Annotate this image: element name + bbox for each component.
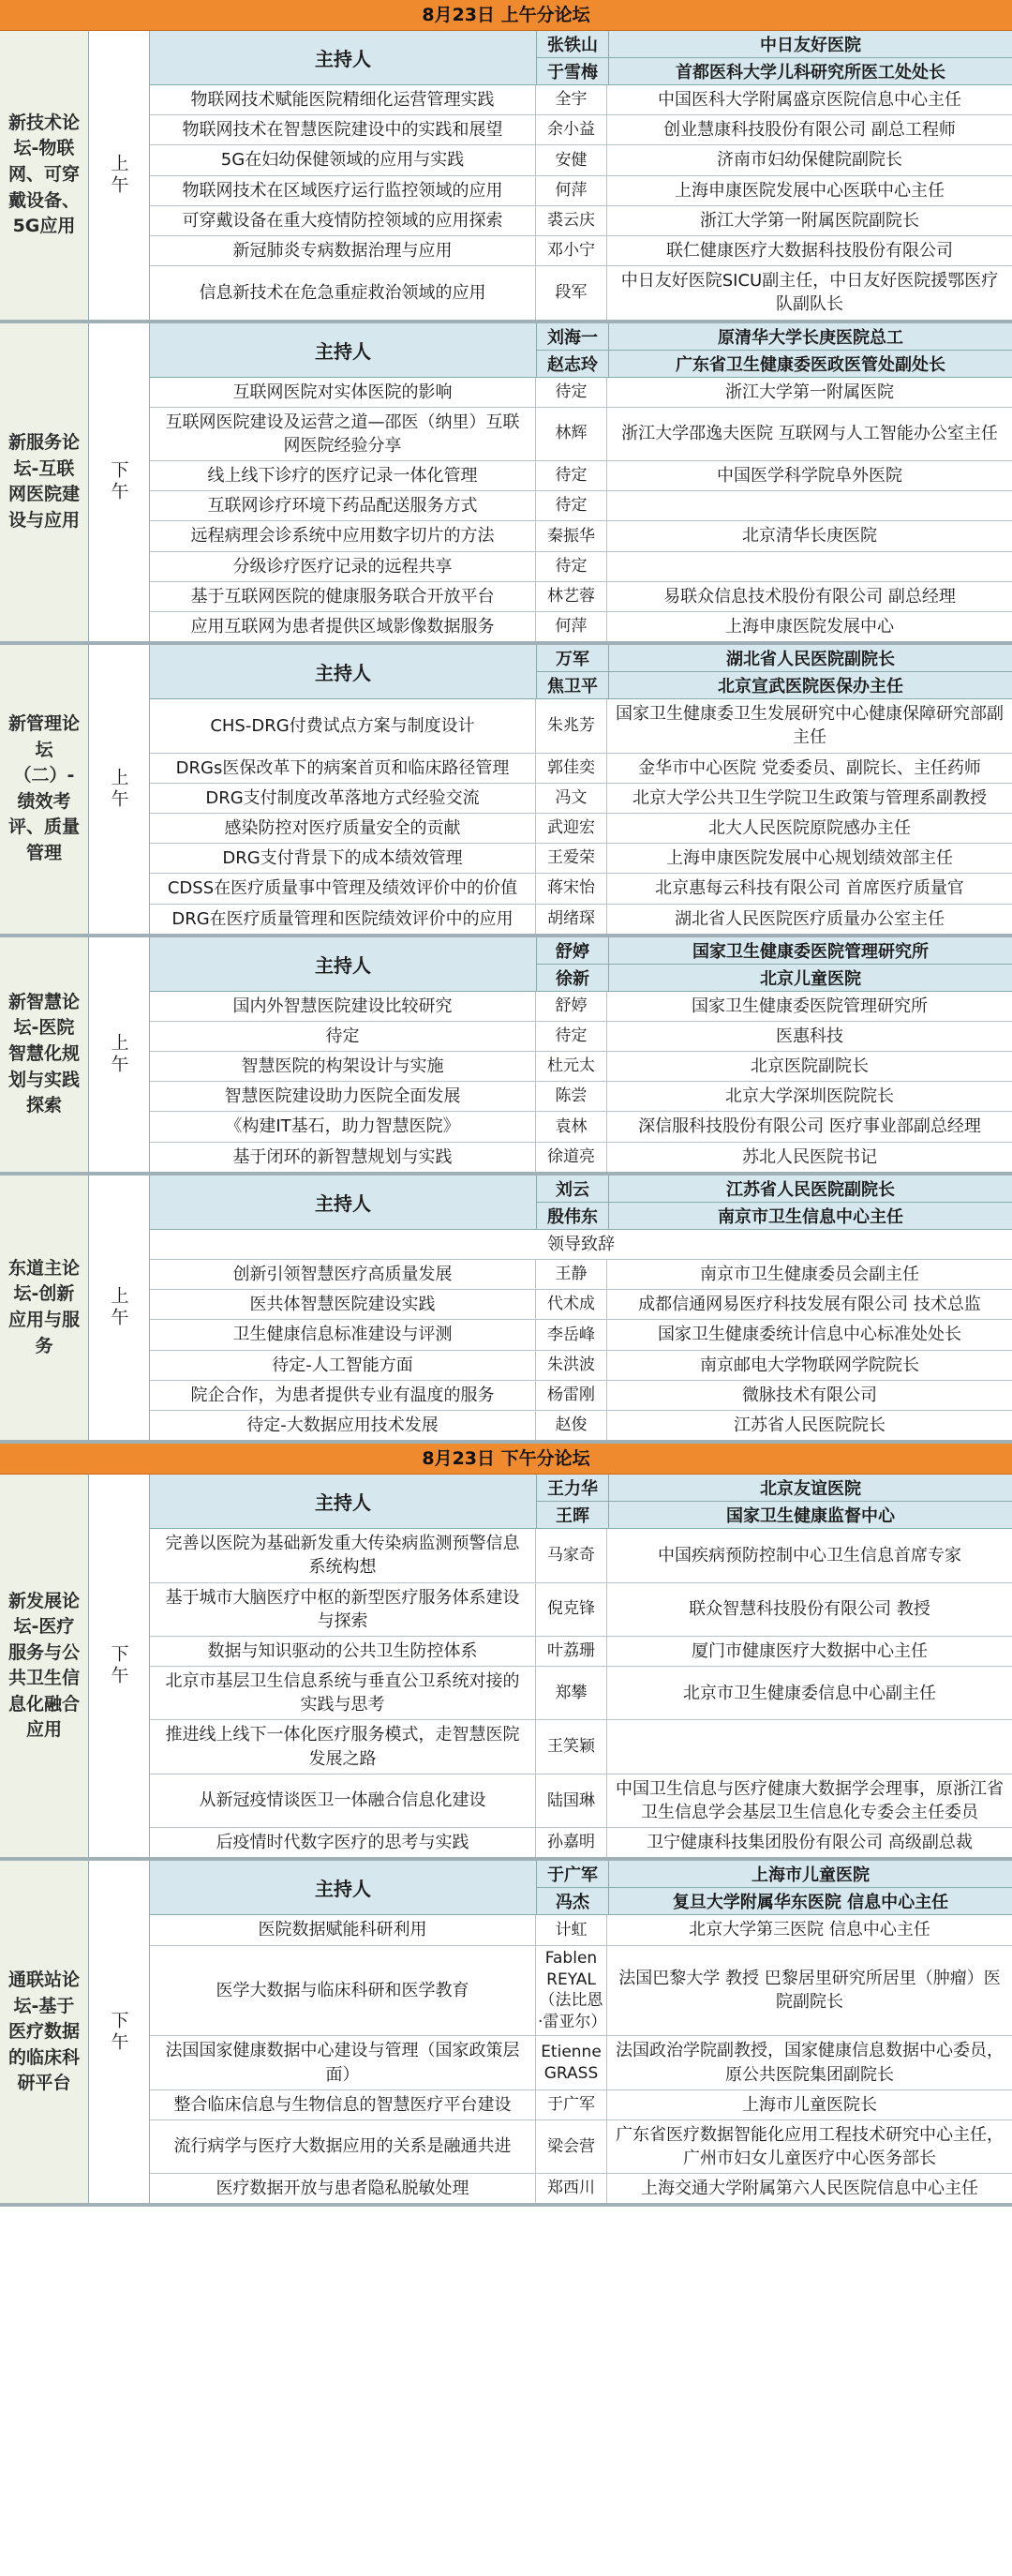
- forum-time: 上午: [88, 1176, 150, 1440]
- talk-topic: 待定: [150, 1022, 536, 1051]
- host-org: 北京宣武医院医保办主任: [718, 677, 903, 697]
- host-org: 北京友谊医院: [760, 1479, 861, 1500]
- talk-row: [150, 814, 1012, 844]
- forum-block: [0, 645, 1012, 937]
- talk-row: [150, 1320, 1012, 1350]
- talk-affiliation: 浙江大学第一附属医院: [725, 382, 894, 402]
- forum-time: 上午: [88, 645, 150, 934]
- talk-speaker: 安健: [536, 145, 607, 174]
- talk-row: [150, 1022, 1012, 1052]
- talk-row: [150, 176, 1012, 206]
- talk-speaker: 冯文: [536, 784, 607, 813]
- forum-title: 东道主论坛-创新应用与服务: [0, 1176, 88, 1440]
- talk-topic: 感染防控对医疗质量安全的贡献: [150, 814, 536, 843]
- talk-affiliation: 国家卫生健康委医院管理研究所: [692, 996, 928, 1016]
- talk-row: [150, 1290, 1012, 1320]
- talk-row: [150, 992, 1012, 1022]
- host-name: 赵志玲: [537, 351, 609, 377]
- host-org: 中日友好医院: [760, 36, 861, 55]
- talk-topic: 可穿戴设备在重大疫情防控领域的应用探索: [150, 206, 536, 235]
- talk-speaker: Fablen REYAL（法比恩·雷亚尔）: [536, 1946, 607, 2036]
- talk-affiliation: 北京市卫生健康委信息中心副主任: [683, 1683, 936, 1703]
- talk-topic: 基于互联网医院的健康服务联合开放平台: [150, 582, 536, 611]
- talk-affiliation: 南京市卫生健康委员会副主任: [700, 1265, 919, 1284]
- talk-row: [150, 1583, 1012, 1637]
- host-name: 刘海一: [537, 323, 609, 350]
- talk-row: [150, 1381, 1012, 1411]
- talk-topic: 智慧医院建设助力医院全面发展: [150, 1082, 536, 1111]
- talk-row: [150, 754, 1012, 784]
- host-name: 万军: [537, 645, 609, 671]
- talk-affiliation: 浙江大学邵逸夫医院 互联网与人工智能办公室主任: [621, 424, 998, 444]
- talk-speaker: 待定: [536, 552, 607, 581]
- forum-block: [0, 1861, 1012, 2207]
- talk-speaker: 叶荔珊: [536, 1637, 607, 1666]
- host-name: 刘云: [537, 1176, 609, 1202]
- talk-affiliation: 卫宁健康科技集团股份有限公司 高级副总裁: [647, 1833, 973, 1853]
- talk-affiliation: 北京大学公共卫生学院卫生政策与管理系副教授: [632, 787, 987, 808]
- talk-speaker: 计虹: [536, 1915, 607, 1944]
- talk-topic: 物联网技术赋能医院精细化运营管理实践: [150, 85, 536, 114]
- host-label: 主持人: [150, 1861, 537, 1914]
- talk-affiliation: 医惠科技: [776, 1026, 843, 1046]
- talk-row: [150, 378, 1012, 408]
- forum-block: [0, 937, 1012, 1176]
- talk-speaker: Etienne GRASS: [536, 2036, 607, 2089]
- talk-topic: 线上线下诊疗的医疗记录一体化管理: [150, 461, 536, 490]
- talk-affiliation: 湖北省人民医院医疗质量办公室主任: [675, 908, 945, 929]
- talk-speaker: 舒婷: [536, 992, 607, 1021]
- forum-block: [0, 31, 1012, 323]
- talk-row: [150, 2174, 1012, 2203]
- talk-affiliation: 微脉技术有限公司: [742, 1385, 877, 1405]
- host-block: [150, 645, 1012, 699]
- forum-block: [0, 1176, 1012, 1444]
- host-list: [537, 1475, 1012, 1528]
- talk-topic: CHS-DRG付费试点方案与制度设计: [150, 699, 536, 752]
- talk-row: [150, 699, 1012, 753]
- talk-topic: 待定-大数据应用技术发展: [150, 1411, 536, 1440]
- talk-speaker: 胡绪琛: [536, 905, 607, 934]
- host-name: 王力华: [537, 1475, 609, 1501]
- talk-topic: 待定-人工智能方面: [150, 1351, 536, 1380]
- talk-speaker: 王笑颖: [536, 1720, 607, 1773]
- host-row: [537, 1475, 1012, 1502]
- talk-speaker: 孙嘉明: [536, 1828, 607, 1857]
- talk-speaker: 待定: [536, 491, 607, 520]
- talk-row: [150, 1915, 1012, 1945]
- host-name: 殷伟东: [537, 1203, 609, 1229]
- forum-body: [150, 645, 1012, 934]
- talk-topic: 领导致辞: [547, 1234, 615, 1254]
- host-list: [537, 31, 1012, 84]
- talk-affiliation: 上海市儿童医院长: [742, 2094, 877, 2115]
- forum-time: 下午: [88, 1861, 150, 2203]
- talk-topic: 应用互联网为患者提供区域影像数据服务: [150, 612, 536, 641]
- talk-speaker: 林艺蓉: [536, 582, 607, 611]
- talk-affiliation: [607, 1720, 1012, 1773]
- talk-topic: 院企合作，为患者提供专业有温度的服务: [150, 1381, 536, 1410]
- forum-title: 新服务论坛-互联网医院建设与应用: [0, 323, 88, 642]
- talk-topic: 医学大数据与临床科研和医学教育: [150, 1946, 536, 2036]
- talk-affiliation: 厦门市健康医疗大数据中心主任: [692, 1640, 928, 1661]
- talk-affiliation: 联众智慧科技股份有限公司 教授: [689, 1599, 930, 1620]
- talk-row: [150, 236, 1012, 266]
- talk-row: [150, 206, 1012, 236]
- forum-title: 通联站论坛-基于医疗数据的临床科研平台: [0, 1861, 88, 2203]
- host-row: [537, 965, 1012, 991]
- talk-topic: DRG在医疗质量管理和医院绩效评价中的应用: [150, 905, 536, 934]
- talk-affiliation: 深信服科技股份有限公司 医疗事业部副总经理: [638, 1116, 981, 1137]
- talk-topic: 后疫情时代数字医疗的思考与实践: [150, 1828, 536, 1857]
- talk-affiliation: 易联众信息技术股份有限公司 副总经理: [663, 586, 956, 607]
- talk-speaker: 武迎宏: [536, 814, 607, 843]
- talk-affiliation: 中国医学科学院阜外医院: [717, 466, 902, 487]
- talk-topic: 5G在妇幼保健领域的应用与实践: [150, 145, 536, 174]
- forum-body: [150, 1861, 1012, 2203]
- talk-topic: 医共体智慧医院建设实践: [150, 1290, 536, 1319]
- forum-body: [150, 323, 1012, 642]
- forum-body: [150, 1176, 1012, 1440]
- talk-speaker: 蒋宋怡: [536, 874, 607, 903]
- talk-topic: 法国国家健康数据中心建设与管理（国家政策层面）: [150, 2036, 536, 2089]
- forum-body: [150, 31, 1012, 320]
- talk-topic: 推进线上线下一体化医疗服务模式，走智慧医院发展之路: [150, 1720, 536, 1773]
- talk-affiliation: 中国医科大学附属盛京医院信息中心主任: [658, 90, 961, 110]
- talk-speaker: 待定: [536, 1022, 607, 1051]
- talk-affiliation: 北京大学第三医院 信息中心主任: [689, 1920, 930, 1940]
- host-row: [537, 351, 1012, 377]
- talk-row: [150, 145, 1012, 175]
- talk-row: [150, 1529, 1012, 1582]
- talk-topic: 数据与知识驱动的公共卫生防控体系: [150, 1637, 536, 1666]
- host-list: [537, 1861, 1012, 1914]
- talk-topic: 北京市基层卫生信息系统与垂直公卫系统对接的实践与思考: [150, 1667, 536, 1719]
- talk-speaker: 朱洪波: [536, 1351, 607, 1380]
- host-row: [537, 672, 1012, 698]
- talk-speaker: 马家奇: [536, 1529, 607, 1581]
- talk-row: [150, 1351, 1012, 1381]
- forum-title: 新管理论坛（二）-绩效考评、质量管理: [0, 645, 88, 934]
- host-block: [150, 937, 1012, 992]
- talk-row: [150, 1052, 1012, 1082]
- host-org: 江苏省人民医院副院长: [726, 1179, 895, 1200]
- talk-affiliation: 国家卫生健康委卫生发展研究中心健康保障研究部副主任: [616, 704, 1004, 748]
- talk-row: [150, 85, 1012, 115]
- forum-title: 新发展论坛-医疗服务与公共卫生信息化融合应用: [0, 1475, 88, 1857]
- talk-topic: 完善以医院为基础新发重大传染病监测预警信息系统构想: [150, 1529, 536, 1581]
- talk-topic: 基于城市大脑医疗中枢的新型医疗服务体系建设与探索: [150, 1583, 536, 1636]
- host-list: [537, 1176, 1012, 1229]
- talk-topic: 卫生健康信息标准建设与评测: [150, 1320, 536, 1349]
- talk-row: [150, 115, 1012, 145]
- talk-row: [150, 1775, 1012, 1828]
- host-row: [537, 1203, 1012, 1229]
- host-name: 舒婷: [537, 937, 609, 964]
- forum-title: 新技术论坛-物联网、可穿戴设备、5G应用: [0, 31, 88, 320]
- talk-speaker: 秦振华: [536, 521, 607, 550]
- host-org: 国家卫生健康委医院管理研究所: [692, 941, 929, 962]
- host-block: [150, 323, 1012, 378]
- host-list: [537, 645, 1012, 698]
- host-org: 首都医科大学儿科研究所医工处处长: [676, 63, 945, 82]
- talk-speaker: 杨雷刚: [536, 1381, 607, 1410]
- talk-topic: 医院数据赋能科研利用: [150, 1915, 536, 1944]
- talk-affiliation: 济南市妇幼保健院副院长: [717, 150, 902, 171]
- talk-speaker: 杜元太: [536, 1052, 607, 1081]
- talk-topic: 基于闭环的新智慧规划与实践: [150, 1143, 536, 1172]
- host-block: [150, 31, 1012, 85]
- talk-topic: 流行病学与医疗大数据应用的关系是融通共进: [150, 2120, 536, 2173]
- forum-time: 下午: [88, 1475, 150, 1857]
- forum-body: [150, 1475, 1012, 1857]
- talk-affiliation: 上海申康医院发展中心规划绩效部主任: [666, 848, 953, 869]
- host-org: 国家卫生健康监督中心: [726, 1506, 895, 1527]
- talk-speaker: 徐道亮: [536, 1143, 607, 1172]
- talk-row: [150, 1637, 1012, 1667]
- host-name: 冯杰: [537, 1888, 609, 1914]
- talk-topic: 从新冠疫情谈医卫一体融合信息化建设: [150, 1775, 536, 1827]
- talk-row: [150, 1143, 1012, 1172]
- talk-affiliation: 上海申康医院发展中心: [725, 617, 894, 637]
- host-list: [537, 323, 1012, 377]
- talk-speaker: 王静: [536, 1260, 607, 1289]
- talk-affiliation: 金华市中心医院 党委委员、副院长、主任药师: [638, 757, 981, 778]
- talk-row: [150, 874, 1012, 904]
- talk-row: [150, 1230, 1012, 1260]
- talk-affiliation: 中日友好医院SICU副主任，中日友好医院援鄂医疗队副队长: [620, 271, 999, 315]
- talk-affiliation: 法国政治学院副教授，国家健康信息数据中心委员，原公共医院集团副院长: [616, 2041, 1004, 2085]
- talk-affiliation: 国家卫生健康委统计信息中心标准处处长: [658, 1325, 961, 1345]
- talk-row: [150, 905, 1012, 934]
- talk-row: [150, 844, 1012, 874]
- talk-affiliation: 成都信通网易医疗科技发展有限公司 技术总监: [638, 1295, 981, 1315]
- talk-affiliation: 广东省医疗数据智能化应用工程技术研究中心主任，广州市妇女儿童医疗中心医务部长: [616, 2124, 1004, 2169]
- host-label: 主持人: [150, 323, 537, 377]
- talk-topic: 互联网医院对实体医院的影响: [150, 378, 536, 407]
- talk-row: [150, 408, 1012, 461]
- talk-topic: 分级诊疗医疗记录的远程共享: [150, 552, 536, 581]
- talk-affiliation: 北京大学深圳医院院长: [725, 1086, 894, 1107]
- talk-row: [150, 612, 1012, 641]
- host-block: [150, 1176, 1012, 1230]
- talk-topic: 国内外智慧医院建设比较研究: [150, 992, 536, 1021]
- talk-speaker: 代术成: [536, 1290, 607, 1319]
- forum-time: 上午: [88, 31, 150, 320]
- host-name: 张铁山: [537, 31, 609, 57]
- talk-row: [150, 2090, 1012, 2120]
- talk-topic: DRGs医保改革下的病案首页和临床路径管理: [150, 754, 536, 783]
- talk-row: [150, 582, 1012, 612]
- talk-speaker: 余小益: [536, 115, 607, 144]
- talk-speaker: 郑攀: [536, 1667, 607, 1719]
- talk-row: [150, 1946, 1012, 2037]
- talk-topic: DRG支付制度改革落地方式经验交流: [150, 784, 536, 813]
- talk-topic: 创新引领智慧医疗高质量发展: [150, 1260, 536, 1289]
- forum-title: 新智慧论坛-医院智慧化规划与实践探索: [0, 937, 88, 1172]
- talk-topic: 互联网诊疗环境下药品配送服务方式: [150, 491, 536, 520]
- talk-row: [150, 1260, 1012, 1290]
- talk-affiliation: [607, 552, 1012, 581]
- talk-affiliation: 江苏省人民医院院长: [734, 1415, 886, 1435]
- host-row: [537, 1176, 1012, 1203]
- talk-speaker: 全宇: [536, 85, 607, 114]
- talk-speaker: 赵俊: [536, 1411, 607, 1440]
- talk-affiliation: [607, 491, 1012, 520]
- host-org: 北京儿童医院: [760, 968, 861, 989]
- host-row: [537, 645, 1012, 672]
- talk-row: [150, 784, 1012, 814]
- talk-affiliation: 苏北人民医院书记: [742, 1146, 877, 1167]
- session-header: 8月23日 上午分论坛: [0, 0, 1012, 31]
- talk-speaker: 待定: [536, 378, 607, 407]
- talk-row: [150, 1667, 1012, 1720]
- talk-affiliation: 北京清华长庚医院: [742, 526, 877, 547]
- talk-affiliation: 浙江大学第一附属医院副院长: [700, 210, 919, 231]
- host-row: [537, 31, 1012, 58]
- talk-topic: 物联网技术在智慧医院建设中的实践和展望: [150, 115, 536, 144]
- talk-affiliation: 联仁健康医疗大数据科技股份有限公司: [666, 240, 953, 261]
- talk-speaker: 林辉: [536, 408, 607, 460]
- talk-row: [150, 1828, 1012, 1857]
- talk-row: [150, 521, 1012, 551]
- talk-row: [150, 1082, 1012, 1112]
- talk-row: [150, 552, 1012, 582]
- host-label: 主持人: [150, 1176, 537, 1229]
- host-name: 王晖: [537, 1502, 609, 1528]
- host-row: [537, 1861, 1012, 1888]
- talk-speaker: 李岳峰: [536, 1320, 607, 1349]
- talk-affiliation: 中国卫生信息与医疗健康大数据学会理事，原浙江省卫生信息学会基层卫生信息化专委会主任委员: [616, 1778, 1004, 1822]
- host-label: 主持人: [150, 31, 537, 84]
- talk-speaker: 王爱荣: [536, 844, 607, 873]
- talk-topic: 信息新技术在危急重症救治领域的应用: [150, 266, 536, 319]
- talk-topic: 智慧医院的构架设计与实施: [150, 1052, 536, 1081]
- host-row: [537, 937, 1012, 965]
- talk-speaker: 何萍: [536, 612, 607, 641]
- talk-row: [150, 2036, 1012, 2089]
- talk-speaker: 梁会营: [536, 2120, 607, 2173]
- talk-affiliation: 南京邮电大学物联网学院院长: [700, 1355, 919, 1375]
- talk-topic: 新冠肺炎专病数据治理与应用: [150, 236, 536, 265]
- talk-affiliation: 法国巴黎大学 教授 巴黎居里研究所居里（肿瘤）医院副院长: [618, 1969, 1001, 2013]
- host-row: [537, 1888, 1012, 1914]
- host-label: 主持人: [150, 645, 537, 698]
- host-name: 徐新: [537, 965, 609, 991]
- talk-row: [150, 1112, 1012, 1142]
- talk-topic: CDSS在医疗质量事中管理及绩效评价中的价值: [150, 874, 536, 903]
- talk-topic: 物联网技术在区域医疗运行监控领域的应用: [150, 176, 536, 205]
- talk-affiliation: 中国疾病预防控制中心卫生信息首席专家: [658, 1545, 961, 1565]
- talk-speaker: 于广军: [536, 2090, 607, 2119]
- talk-row: [150, 1720, 1012, 1774]
- talk-speaker: 倪克锋: [536, 1583, 607, 1636]
- talk-affiliation: 北京医院副院长: [751, 1056, 869, 1077]
- talk-row: [150, 1411, 1012, 1440]
- host-row: [537, 58, 1012, 84]
- host-org: 原清华大学长庚医院总工: [718, 327, 903, 348]
- forum-time: 上午: [88, 937, 150, 1172]
- talk-speaker: 何萍: [536, 176, 607, 205]
- host-row: [537, 323, 1012, 351]
- talk-topic: 整合临床信息与生物信息的智慧医疗平台建设: [150, 2090, 536, 2119]
- talk-row: [150, 2120, 1012, 2174]
- host-row: [537, 1502, 1012, 1528]
- talk-speaker: 陈尝: [536, 1082, 607, 1111]
- host-name: 于广军: [537, 1861, 609, 1887]
- host-org: 复旦大学附属华东医院 信息中心主任: [672, 1893, 949, 1913]
- host-org: 南京市卫生信息中心主任: [718, 1206, 903, 1227]
- talk-topic: 远程病理会诊系统中应用数字切片的方法: [150, 521, 536, 550]
- talk-affiliation: 北京惠每云科技有限公司 首席医疗质量官: [655, 878, 964, 899]
- talk-affiliation: 创业慧康科技股份有限公司 副总工程师: [663, 120, 956, 141]
- talk-row: [150, 461, 1012, 491]
- talk-affiliation: 北大人民医院原院感办主任: [708, 817, 911, 838]
- talk-topic: 医疗数据开放与患者隐私脱敏处理: [150, 2174, 536, 2203]
- talk-row: [150, 266, 1012, 319]
- talk-speaker: 郑西川: [536, 2174, 607, 2203]
- host-label: 主持人: [150, 1475, 537, 1528]
- host-org: 广东省卫生健康委医政医管处副处长: [676, 354, 945, 375]
- talk-topic: 《构建IT基石，助力智慧医院》: [150, 1112, 536, 1141]
- talk-speaker: 郭佳奕: [536, 754, 607, 783]
- host-label: 主持人: [150, 937, 537, 991]
- talk-speaker: 陆国琳: [536, 1775, 607, 1827]
- talk-affiliation: 上海交通大学附属第六人民医院信息中心主任: [641, 2179, 978, 2199]
- host-list: [537, 937, 1012, 991]
- host-name: 焦卫平: [537, 672, 609, 698]
- session-header: 8月23日 下午分论坛: [0, 1444, 1012, 1475]
- talk-speaker: 待定: [536, 461, 607, 490]
- talk-speaker: 朱兆芳: [536, 699, 607, 752]
- talk-speaker: 段军: [536, 266, 607, 319]
- talk-topic: 互联网医院建设及运营之道—邵医（纳里）互联网医院经验分享: [150, 408, 536, 460]
- talk-row: [150, 491, 1012, 521]
- forum-block: [0, 323, 1012, 646]
- talk-speaker: 裘云庆: [536, 206, 607, 235]
- host-org: 湖北省人民医院副院长: [726, 650, 895, 670]
- host-org: 上海市儿童医院: [752, 1865, 870, 1886]
- host-block: [150, 1475, 1012, 1529]
- host-block: [150, 1861, 1012, 1915]
- host-name: 于雪梅: [537, 58, 609, 84]
- talk-affiliation: 上海申康医院发展中心医联中心主任: [675, 180, 945, 201]
- talk-speaker: 邓小宁: [536, 236, 607, 265]
- forum-block: [0, 1475, 1012, 1861]
- forum-body: [150, 937, 1012, 1172]
- talk-topic: DRG支付背景下的成本绩效管理: [150, 844, 536, 873]
- forum-time: 下午: [88, 323, 150, 642]
- talk-speaker: 袁林: [536, 1112, 607, 1141]
